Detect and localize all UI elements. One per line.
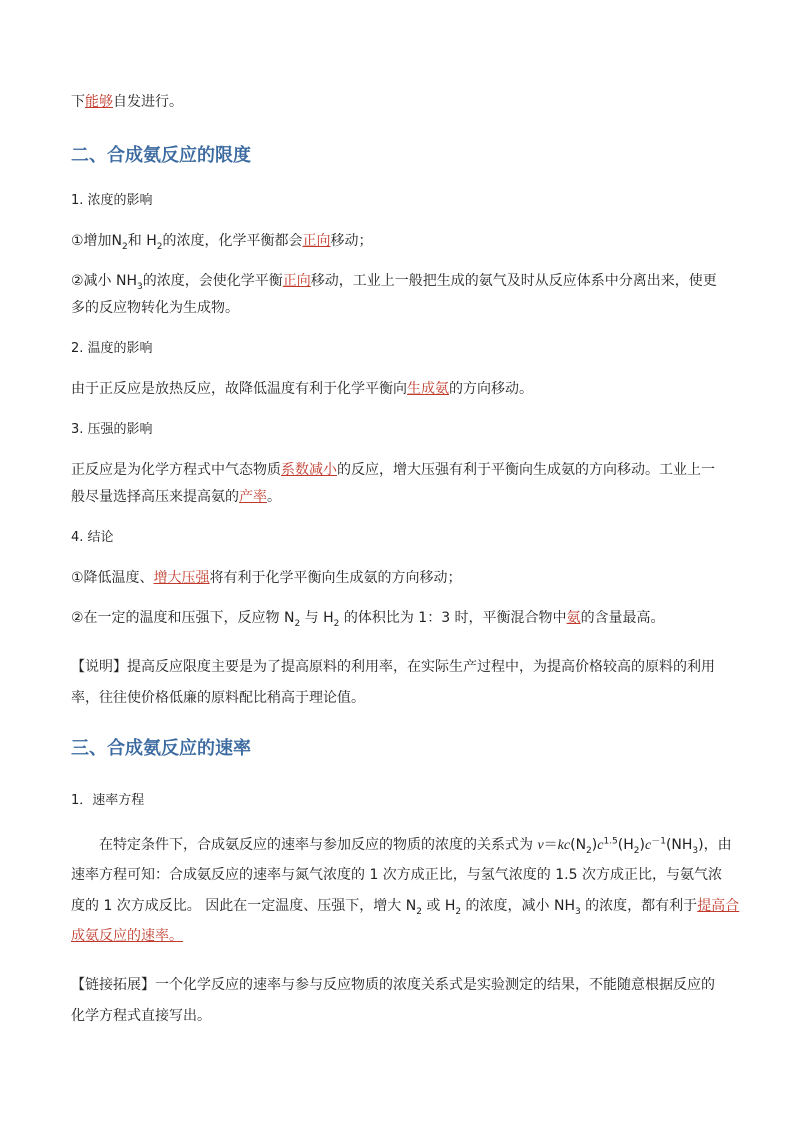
var-kc: kc (557, 838, 571, 853)
answer-blank: 系数减小 (281, 462, 337, 478)
answer-blank: 成氨反应的速率。 (71, 928, 183, 944)
concentration-point-2-cont: 多的反应物转化为生成物。 (71, 300, 239, 316)
note-line-2: 率，往往使价格低廉的原料配比稍高于理论值。 (71, 690, 365, 706)
var-v: v (537, 838, 544, 853)
answer-blank: 正向 (302, 233, 331, 249)
concentration-point-1: ①增加$N_2$和 $H_2$的浓度，化学平衡都会正向移动； (71, 233, 373, 252)
answer-blank: 提高合 (697, 898, 740, 914)
pressure-text-2: 般尽量选择高压来提高氨的产率。 (71, 489, 281, 505)
section-heading-3: 三、合成氨反应的速率 (71, 738, 251, 759)
answer-blank: 增大压强 (153, 570, 210, 586)
subheading-pressure: 3. 压强的影响 (71, 422, 153, 437)
rate-text-2: 速率方程可知：合成氨反应的速率与氮气浓度的 1 次方成正比，与氢气浓度的 1.5 次方成正比，与氨气浓 (71, 867, 722, 883)
temperature-text: 由于正反应是放热反应，故降低温度有利于化学平衡向生成氨的方向移动。 (71, 381, 533, 397)
link-extension-line-2: 化学方程式直接写出。 (71, 1008, 211, 1024)
answer-blank: 氨 (566, 610, 581, 626)
answer-blank: 生成氨 (407, 381, 449, 397)
answer-blank: 产率 (239, 489, 267, 505)
conclusion-point-2: ②在一定的温度和压强下，反应物 $N_2$ 与 $H_2$ 的体积比为 1：3 时，平衡混合物中氨的含量最高。 (71, 610, 665, 629)
subheading-rate-equation: 1．速率方程 (71, 793, 145, 808)
subheading-temperature: 2. 温度的影响 (71, 341, 153, 356)
pressure-text-1: 正反应是为化学方程式中气态物质系数减小的反应，增大压强有利于平衡向生成氨的方向移动。工业上一 (71, 462, 715, 478)
section-heading-2: 二、合成氨反应的限度 (71, 145, 251, 166)
concentration-point-2: ②减小 $NH_3$的浓度，会使化学平衡正向移动，工业上一般把生成的氨气及时从反应体系中分离出来，使更 (71, 273, 717, 292)
answer-blank: 正向 (282, 273, 311, 289)
note-line-1: 【说明】提高反应限度主要是为了提高原料的利用率，在实际生产过程中，为提高价格较高的原料的利用 (71, 659, 715, 675)
conclusion-point-1: ①降低温度、增大压强将有利于化学平衡向生成氨的方向移动； (71, 570, 462, 586)
rate-text-4 (71, 926, 731, 946)
paragraph-continuation: 下能够自发进行。 (71, 94, 183, 110)
answer-blank: 能够 (85, 94, 113, 110)
link-extension-line-1: 【链接拓展】一个化学反应的速率与参与反应物质的浓度关系式是实验测定的结果，不能随意根据反应的 (71, 977, 715, 993)
subheading-conclusion: 4. 结论 (71, 530, 114, 545)
subheading-concentration: 1. 浓度的影响 (71, 193, 153, 208)
rate-text-3: 度的 1 次方成反比。 因此在一定温度、压强下，增大 $N_2$ 或 $H_2$ 的浓度，减小 $NH_3$ 的浓度，都有利于提高合 (71, 898, 740, 917)
rate-text-1: 在特定条件下，合成氨反应的速率与参加反应的物质的浓度的关系式为 $v=kc(N_2)c^{1.5}(H_2)c^{-1}(NH_3)$，由 (99, 836, 732, 856)
